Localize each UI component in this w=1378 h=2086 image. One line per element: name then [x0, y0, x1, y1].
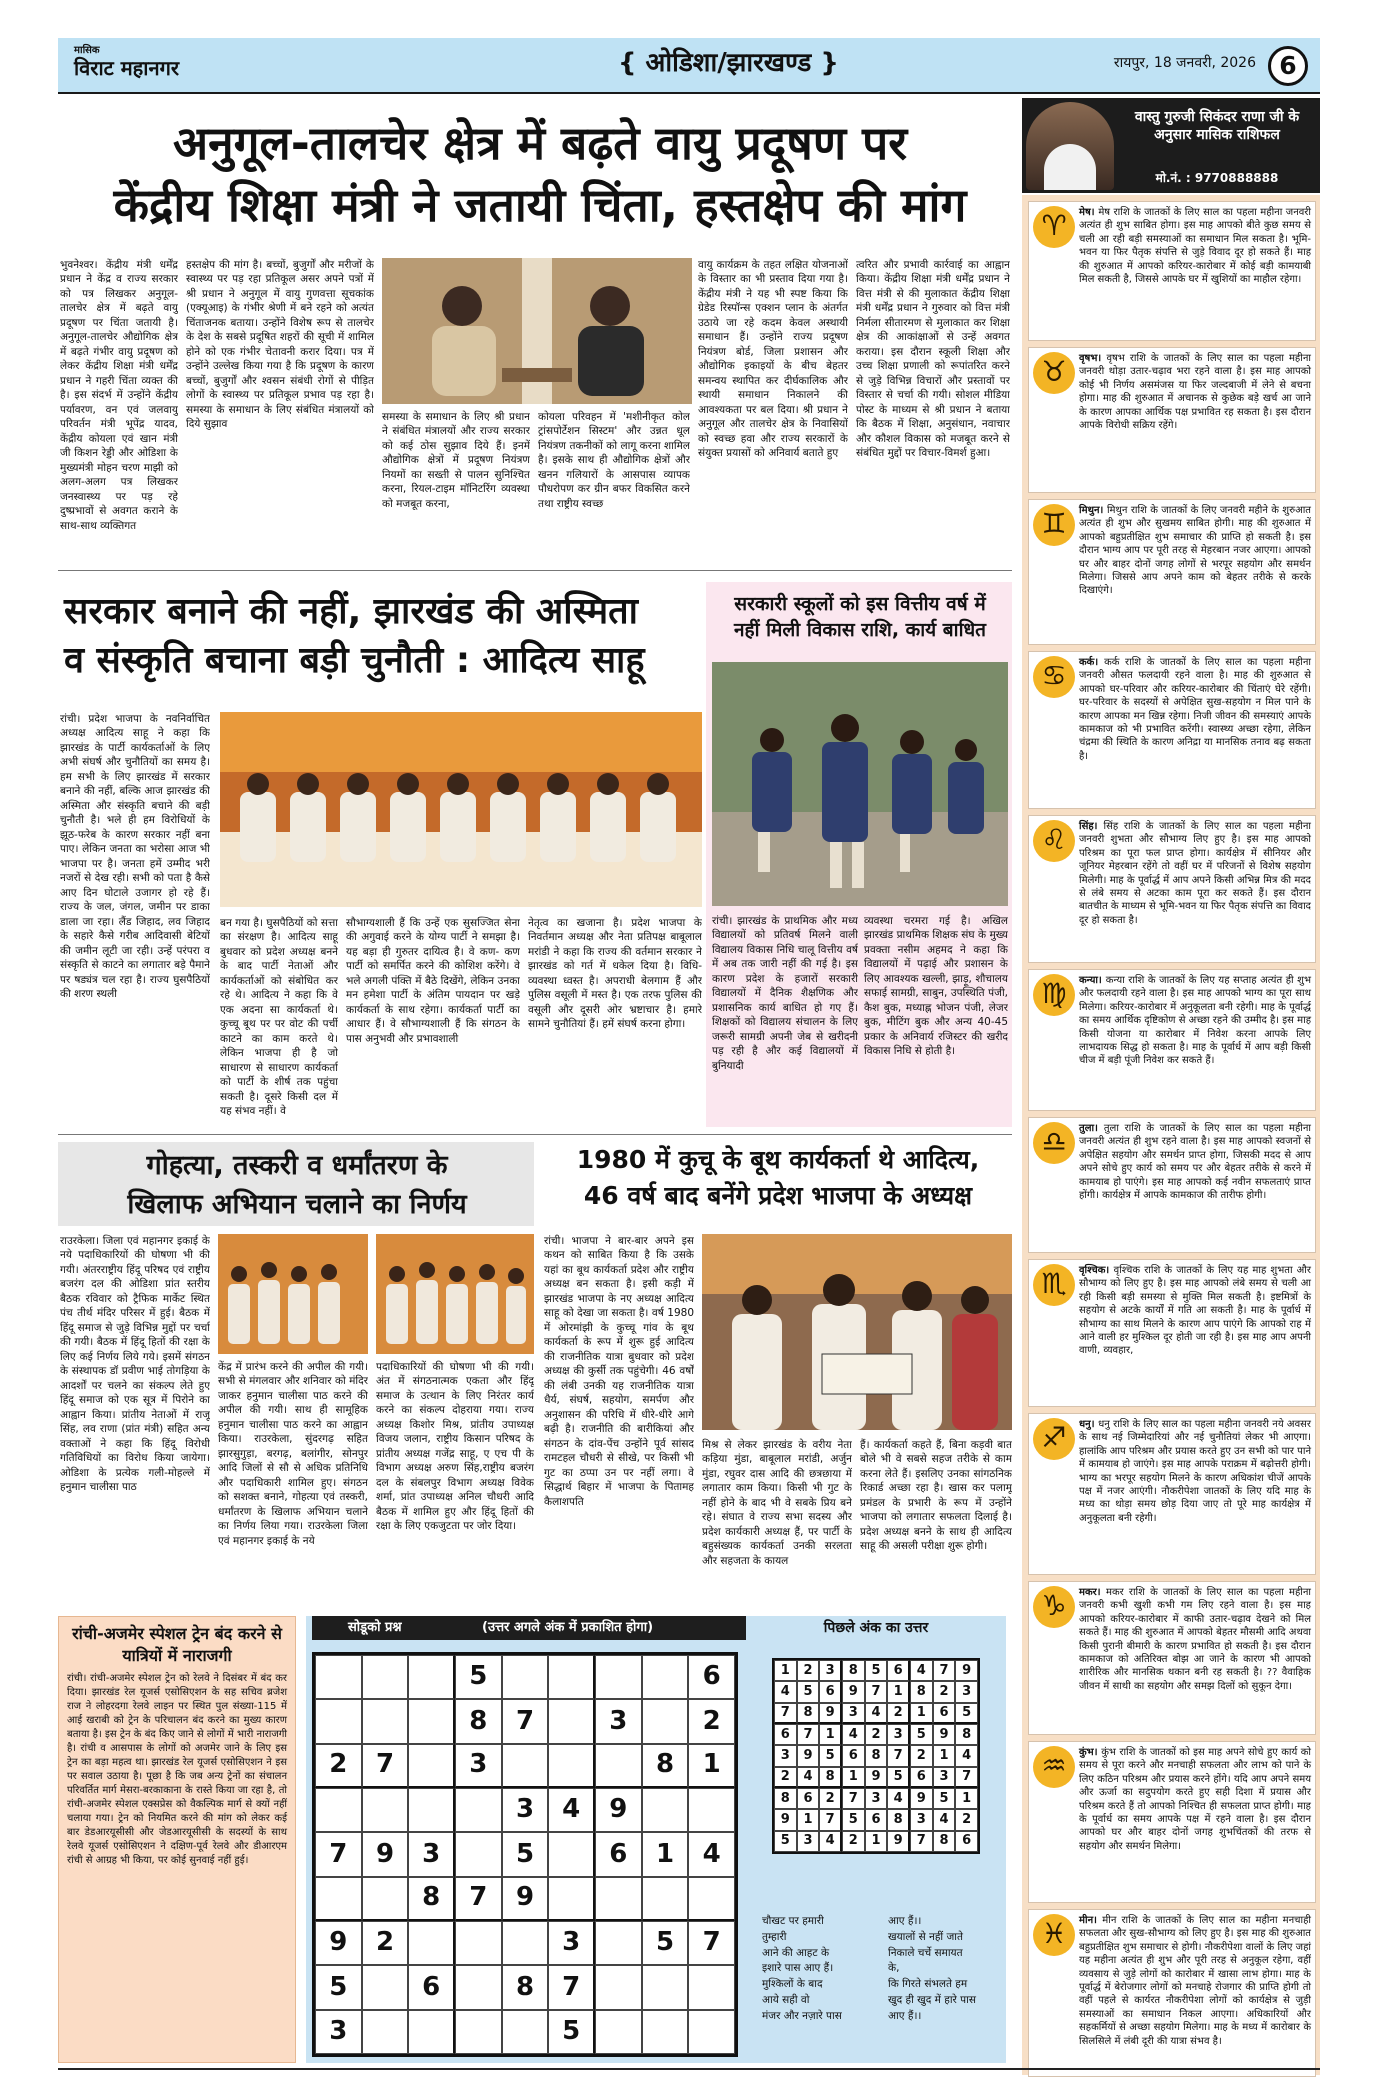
- answer-cell: 8: [842, 1660, 865, 1681]
- zodiac-icon: ♊: [1033, 504, 1075, 546]
- poem-left: [762, 1914, 878, 2024]
- answer-cell: 2: [933, 1681, 956, 1702]
- issue-date: रायपुर, 18 जनवरी, 2026: [1113, 55, 1256, 71]
- sign-name: कन्या।: [1079, 975, 1106, 986]
- sudoku-cell: [548, 1655, 595, 1699]
- story1-col1: भुवनेश्वर। केंद्रीय मंत्री धर्मेंद्र प्रधान ने केंद्र व राज्य सरकार को पत्र लिखकर अनुगूल-तालचेर क्षेत्र में बढ़ते वायु प्रदूषण पर चिंता जतायी है। अनुगूल-तालचेर औद्योगिक क्षेत्र में बढ़ते गंभीर वायु प्रदूषण को लेकर केंद्रीय शिक्षा मंत्री धर्मेंद्र प्रधान ने गहरी चिंता व्यक्त की है। इस संदर्भ में उन्होंने केंद्रीय पर्यावरण, वन एवं जलवायु परिवर्तन मंत्री भूपेंद्र यादव, केंद्रीय कोयला एवं खान मंत्री जी किशन रेड्डी और ओडिशा के मुख्यमंत्री मोहन चरण माझी को अलग-अलग पत्र लिखकर जनस्वास्थ्य पर पड़ रहे दुष्प्रभावों से अवगत कराने के साथ-साथ व्यक्तिगत: [60, 259, 178, 532]
- answer-cell: 5: [865, 1660, 888, 1681]
- zodiac-icon: ♐: [1033, 1418, 1075, 1460]
- answer-cell: 2: [865, 1724, 888, 1745]
- students-photo-icon: [712, 662, 1008, 906]
- section-title: { ओडिशा/झारखण्ड }: [618, 48, 839, 78]
- horoscope-sign: [1028, 499, 1316, 645]
- story5-headline-line1: 1980 में कुचू के बूथ कार्यकर्ता थे आदित्य,: [576, 1145, 980, 1174]
- sudoku-cell: [548, 1832, 595, 1876]
- sudoku-cell: 7: [688, 1921, 735, 1965]
- sudoku-cell: [408, 1744, 455, 1788]
- answer-cell: 8: [797, 1703, 820, 1724]
- story2-headline-line2: व संस्कृति बचाना बड़ी चुनौती : आदित्य साहू: [64, 639, 645, 681]
- story4-col2: केंद्र में प्रारंभ करने की अपील की गयी। सभी से मंगलवार और शनिवार को मंदिर जाकर हनुमान चालीसा पाठ करने की अपील की गयी। साथ ही सामूहिक हनुमान चालीसा पाठ करने का आह्वान किया। राउरकेला, सुंदरगढ़ सहित झारसुगुड़ा, बरगढ़, बलांगीर, सोनपुर आदि जिलों से सौ से अधिक प्रतिनिधि और पदाधिकारी शामिल हुए। संगठन को सशक्त बनाने, गोहत्या एवं तस्करी, धर्मांतरण के खिलाफ अभियान चलाने का निर्णय लिया गया। राउरकेला जिला एवं महानगर इकाई के नये: [218, 1361, 368, 1547]
- answer-cell: 3: [842, 1703, 865, 1724]
- sudoku-cell: 9: [315, 1921, 362, 1965]
- sudoku-cell: 9: [595, 1788, 642, 1832]
- sudoku-cell: [688, 2010, 735, 2054]
- sudoku-cell: 5: [315, 1965, 362, 2009]
- sudoku-cell: [455, 1832, 502, 1876]
- story2-col3: सौभाग्यशाली हैं कि उन्हें एक सुसज्जित सेना की अगुवाई करने के योग्य पार्टी ने समझा है। यह बड़ा ही गुरुतर दायित्व है। वे कण- कण पार्टी को समर्पित करने की कोशिश करेंगे। वे भले अगली पंक्ति में बैठे दिखेंगे, लेकिन उनका मन हमेशा पार्टी के अंतिम पायदान पर खड़े कार्यकर्ता के साथ रहेगा। कार्यकर्ता पार्टी का आधार हैं। वे सौभाग्यशाली हैं कि संगठन के पास अनुभवी और प्रभावशाली: [346, 917, 520, 1045]
- divider: [58, 1134, 1012, 1135]
- sudoku-cell: [642, 2010, 689, 2054]
- sudoku-cell: 5: [502, 1832, 549, 1876]
- horoscope-sign: [1028, 815, 1316, 963]
- answer-cell: 4: [797, 1767, 820, 1788]
- answer-cell: 9: [842, 1681, 865, 1702]
- answer-cell: 5: [819, 1745, 842, 1766]
- sign-name: मिथुन।: [1079, 505, 1107, 516]
- story1-headline-line2: केंद्रीय शिक्षा मंत्री ने जतायी चिंता, हस्तक्षेप की मांग: [113, 178, 967, 233]
- story4-photo: [218, 1234, 534, 1354]
- answer-cell: 2: [910, 1745, 933, 1766]
- answer-cell: 9: [955, 1660, 978, 1681]
- answer-cell: 5: [933, 1788, 956, 1809]
- answer-cell: 2: [842, 1831, 865, 1852]
- answer-cell: 4: [865, 1703, 888, 1724]
- sudoku-cell: [502, 1744, 549, 1788]
- sign-name: मेष।: [1079, 207, 1099, 218]
- sudoku-cell: [455, 1788, 502, 1832]
- poem-line: चौखट पर हमारी: [762, 1915, 824, 1927]
- sudoku-cell: [315, 1655, 362, 1699]
- sudoku-cell: [548, 1699, 595, 1743]
- sudoku-cell: [362, 1788, 409, 1832]
- horoscope-sign: [1028, 1259, 1316, 1407]
- horoscope-header: [1022, 98, 1320, 193]
- sudoku-cell: [315, 1877, 362, 1921]
- sudoku-cell: [595, 1655, 642, 1699]
- sudoku-puzzle-grid: [312, 1652, 738, 2057]
- train-body: रांची। रांची-अजमेर स्पेशल ट्रेन को रेलवे ने दिसंबर में बंद कर दिया। झारखंड रेल यूजर्स एसोसिएशन के सह सचिव ब्रजेश राज ने लोहरदगा रेलवे लाइन पर स्थित पुल संख्या-115 में आई खराबी को ट्रेन के परिचालन बंद करने का मुख्य कारण बताया है। इस ट्रेन के बंद किए जाने से लोगों में भारी नाराजगी है। रांची व आसपास के लोगों को अजमेर जाने के लिए इस ट्रेन का बड़ा महत्व था। झारखंड रेल यूजर्स एसोसिएशन ने इस पर सवाल उठाया है। पूछा है कि जब अन्य ट्रेनों का संचालन परिवर्तित मार्ग मेसरा-बरकाकाना के रास्ते किया जा रहा है, तो रांची-अजमेर स्पेशल एक्सप्रेस को वैकल्पिक मार्ग से क्यों नहीं चलाया गया। ट्रेन को नियमित करने की मांग को लेकर कई बार डेडआरयूसीसी और जेडआरयूसीसी के सदस्यों के साथ रेलवे यूजर्स एसोसिएशन ने दक्षिण-पूर्व रेलवे और डीआरएम रांची से आग्रह भी किया, पर कोई सुनवाई नहीं हुई।: [67, 1673, 287, 1867]
- story3-headline-line1: सरकारी स्कूलों को इस वित्तीय वर्ष में: [734, 593, 986, 615]
- sudoku-cell: [455, 1965, 502, 2009]
- sudoku-cell: 6: [408, 1965, 455, 2009]
- answer-cell: 7: [887, 1745, 910, 1766]
- sudoku-cell: 9: [502, 1877, 549, 1921]
- horoscope-sign: [1028, 347, 1316, 493]
- horoscope-title: वास्तु गुरुजी सिकंदर राणा जी के अनुसार मासिक राशिफल: [1134, 109, 1300, 144]
- answer-cell: 7: [842, 1788, 865, 1809]
- answer-title: पिछले अंक का उत्तर: [752, 1616, 1000, 1640]
- paper-name: [74, 44, 179, 79]
- story2-headline-line1: सरकार बनाने की नहीं, झारखंड की अस्मिता: [64, 591, 639, 632]
- story1-col6: त्वरित और प्रभावी कार्रवाई का आह्वान किया। केंद्रीय शिक्षा मंत्री धर्मेंद्र प्रधान ने वित्त मंत्री से की मुलाकात केंद्रीय शिक्षा मंत्री धर्मेंद्र प्रधान ने गुरुवार को वित्त मंत्री निर्मला सीतारमण से मुलाकात कर शिक्षा क्षेत्र की आकांक्षाओं से उन्हें अवगत कराया। इस दौरान स्कूली शिक्षा और उच्च शिक्षा प्रणाली को रूपांतरित करने से जुड़े विभिन्न विचारों और प्रस्तावों पर विस्तार से चर्चा की गयी। सोशल मीडिया पोस्ट के माध्यम से श्री प्रधान ने बताया कि बैठक में शिक्षा, अनुसंधान, नवाचार और कौशल विकास को मजबूत करने से संबंधित मुद्दों पर विचार-विमर्श हुआ।: [856, 259, 1010, 460]
- sudoku-cell: [595, 1877, 642, 1921]
- masthead: [58, 38, 1320, 94]
- story2-col4: नेतृत्व का खजाना है। प्रदेश भाजपा के निवर्तमान अध्यक्ष और नेता प्रतिपक्ष बाबूलाल मरांडी ने कहा कि राज्य की वर्तमान सरकार ने झारखंड को गर्त में धकेल दिया है। विधि-व्यवस्था ध्वस्त है। अपराधी बेलगाम हैं और पुलिस वसूली में मस्त है। एक तरफ पुलिस की वसूली और दूसरी ओर भ्रष्टाचार है। हमारे सामने चुनौतियां हैं। हमें संघर्ष करना होगा।: [528, 917, 702, 1031]
- answer-cell: 6: [842, 1745, 865, 1766]
- sudoku-cell: 2: [362, 1921, 409, 1965]
- answer-cell: 4: [955, 1745, 978, 1766]
- sudoku-header: [312, 1616, 746, 1640]
- answer-cell: 7: [774, 1703, 797, 1724]
- horoscope-sign: [1028, 1909, 1316, 2077]
- poem-line: इशारे पास आए हैं।: [762, 1962, 834, 1975]
- answer-cell: 3: [774, 1745, 797, 1766]
- answer-cell: 7: [865, 1681, 888, 1702]
- answer-cell: 1: [887, 1681, 910, 1702]
- answer-cell: 9: [774, 1809, 797, 1830]
- answer-cell: 8: [887, 1809, 910, 1830]
- sudoku-cell: [688, 1877, 735, 1921]
- story1-headline: [70, 112, 1010, 236]
- horoscope-list: [1022, 195, 1320, 2075]
- sign-text: मेष राशि के जातकों के लिए साल का पहला महीना जनवरी अत्यंत ही शुभ साबित होगा। इस माह आपको बीते कुछ समय से चली आ रही बड़ी समस्याओं का समाधान मिल सकता है। भूमि-भवन या फिर पैतृक संपत्ति से जुड़े विवाद दूर हो सकते हैं। माह की शुरुआत में आपको करियर-कारोबार में कोई बड़ी कामयाबी मिल सकती है, जिससे आपके घर में खुशियों का माहौल रहेगा।: [1079, 207, 1311, 285]
- story1-col3: समस्या के समाधान के लिए श्री प्रधान ने संबंधित मंत्रालयों और राज्य सरकार को कई ठोस सुझाव दिये हैं। इनमें औद्योगिक क्षेत्रों में प्रदूषण नियंत्रण नियमों का सख्ती से पालन सुनिश्चित करना, रियल-टाइम मॉनिटरिंग व्यवस्था को मजबूत करना,: [382, 411, 530, 510]
- sudoku-cell: 8: [455, 1699, 502, 1743]
- answer-cell: 6: [774, 1724, 797, 1745]
- horoscope-sign: [1028, 1413, 1316, 1575]
- answer-cell: 9: [819, 1703, 842, 1724]
- sudoku-cell: 3: [548, 1921, 595, 1965]
- answer-cell: 4: [842, 1724, 865, 1745]
- story4-col1: राउरकेला। जिला एवं महानगर इकाई के नये पदाधिकारियों की घोषणा भी की गयी। अंतरराष्ट्रीय हिंदू परिषद एवं राष्ट्रीय बजरंग दल की ओडिशा प्रांत स्तरीय बैठक रविवार को ट्रैफिक मार्केट स्थित पंच तीर्थ मंदिर परिसर में हुई। बैठक में हिंदू समाज से जुड़े विभिन्न मुद्दों पर चर्चा की गयी। बैठक में हिंदू हितों की रक्षा के लिए कई निर्णय लिये गये। इसमें संगठन के संस्थापक डॉ प्रवीण भाई तोगड़िया के आदर्शों पर चलने का संकल्प लेते हुए हिंदू समाज को एक सूत्र में पिरोने का आह्वान किया। प्रांतीय नेताओं में राजू सिंह, लव राणा (प्रांत मंत्री) सहित अन्य वक्ताओं ने कहा कि हिंदू विरोधी गतिविधियों का विरोध किया जायेगा। ओडिशा के प्रत्येक गली-मोहल्ले में हनुमान चालीसा पाठ: [60, 1235, 210, 1494]
- sign-name: धनु।: [1079, 1419, 1099, 1430]
- answer-cell: 1: [933, 1745, 956, 1766]
- paper-title: विराट महानगर: [74, 55, 180, 80]
- poem-line: निकाले चर्चे समायत: [888, 1946, 963, 1959]
- zodiac-icon: ♎: [1033, 1122, 1075, 1164]
- answer-cell: 7: [797, 1724, 820, 1745]
- sign-name: सिंह।: [1079, 821, 1104, 832]
- story3-headline: [714, 592, 1006, 643]
- answer-cell: 9: [865, 1767, 888, 1788]
- story5-col1: रांची। भाजपा ने बार-बार अपने इस कथन को साबित किया है कि उसके यहां का बूथ कार्यकर्ता प्रदेश और राष्ट्रीय अध्यक्ष बन सकता है। इसी कड़ी में झारखंड भाजपा के नए अध्यक्ष आदित्य साहू को देखा जा सकता है। वर्ष 1980 में ओरमांझी के कुच्चू गांव के बूथ कार्यकर्ता के रूप में शुरू हुई आदित्य की राजनीतिक यात्रा बुधवार को प्रदेश अध्यक्ष की कुर्सी तक पहुंचेगी। 46 वर्षों की लंबी उनकी यह राजनीतिक यात्रा धैर्य, संघर्ष, सहयोग, समर्पण और अनुशासन की परिधि में धीरे-धीरे आगे बढ़ी है। राजनीति की बारीकियां और संगठन के दांव-पेंच उन्होंने पूर्व सांसद रामटहल चौधरी से सीखे, पर किसी भी गुट का ठप्पा उन पर नहीं लगा। वे सिद्धार्थ बिहार में भाजपा के पितामह कैलाशपति: [544, 1235, 694, 1508]
- answer-cell: 8: [933, 1831, 956, 1852]
- poem-line: कि गिरते संभलते हम: [888, 1978, 968, 1990]
- answer-cell: 2: [887, 1703, 910, 1724]
- sudoku-cell: 5: [642, 1921, 689, 1965]
- sudoku-answer-grid: [772, 1658, 980, 1854]
- answer-cell: 8: [910, 1681, 933, 1702]
- sign-name: तुला।: [1079, 1123, 1104, 1134]
- sign-text: सिंह राशि के जातकों के लिए साल का पहला महीना जनवरी शुभता और सौभाग्य लिए हुए है। इस माह आपको परिश्रम का पूरा फल प्राप्त होगा। कार्यक्षेत्र में सीनियर और जूनियर मेहरबान रहेंगे तो वहीं घर में परिजनों से विशेष सहयोग मिलेगी। माह के पूर्वार्द्ध में आप अपने किसी अभिन्न मित्र की मदद से लंबे समय से अटका काम पूरा कर सकते हैं। इस दौरान बातचीत के माध्यम से भूमि-भवन या फिर पैतृक संपत्ति का विवाद दूर हो सकता है।: [1079, 821, 1312, 926]
- sudoku-cell: [642, 1655, 689, 1699]
- sign-name: मीन।: [1079, 1915, 1103, 1926]
- answer-cell: 7: [819, 1809, 842, 1830]
- sudoku-cell: [502, 1655, 549, 1699]
- answer-cell: 5: [887, 1767, 910, 1788]
- sudoku-cell: [408, 1655, 455, 1699]
- answer-cell: 3: [819, 1660, 842, 1681]
- story1-col5: वायु कार्यक्रम के तहत लक्षित योजनाओं के विस्तार का भी प्रस्ताव दिया गया है। केंद्रीय मंत्री ने यह भी स्पष्ट किया कि ग्रेडेड रिस्पॉन्स एक्शन प्लान के अंतर्गत उठाये जा रहे कदम केवल अस्थायी समाधान हैं। उन्होंने राज्य प्रदूषण नियंत्रण बोर्ड, जिला प्रशासन और औद्योगिक इकाइयों के बीच बेहतर समन्वय स्थापित कर दीर्घकालिक और स्थायी समाधान निकालने की आवश्यकता पर बल दिया। श्री प्रधान ने अनुगूल और तालचेर क्षेत्र के निवासियों को स्वच्छ हवा और राज्य सरकारों के संयुक्त प्रयासों को अनिवार्य बताते हुए: [698, 259, 848, 460]
- sudoku-cell: [502, 2010, 549, 2054]
- sign-name: मकर।: [1079, 1587, 1106, 1598]
- sudoku-cell: [455, 2010, 502, 2054]
- zodiac-icon: ♉: [1033, 352, 1075, 394]
- answer-cell: 1: [819, 1724, 842, 1745]
- story3-col2: व्यवस्था चरमरा गई है। अखिल झारखंड प्राथमिक शिक्षक संघ के मुख्य प्रवक्ता नसीम अहमद ने कहा कि विद्यालयों में पढ़ाई और प्रशासन के लिए आवश्यक खल्ली, झाड़ू, शौचालय सफाई सामग्री, साबुन, उपस्थिति पंजी, कैश बुक, मध्याह्न भोजन पंजी, लेजर बुक, मीटिंग बुक और अन्य 40-45 प्रकार के अनिवार्य रजिस्टर की खरीद विकास निधि से होती है।: [864, 915, 1008, 1058]
- story1-col4: कोयला परिवहन में 'मशीनीकृत कोल ट्रांसपोर्टेशन सिस्टम' और उन्नत धूल नियंत्रण तकनीकों को लागू करना शामिल है। इसके साथ ही औद्योगिक क्षेत्रों और खनन गलियारों के आसपास व्यापक पौधरोपण कर ग्रीन बफर विकसित करने तथा राष्ट्रीय स्वच्छ: [538, 411, 690, 510]
- sudoku-cell: [408, 1699, 455, 1743]
- answer-cell: 5: [842, 1809, 865, 1830]
- answer-cell: 2: [819, 1788, 842, 1809]
- answer-cell: 6: [887, 1660, 910, 1681]
- sudoku-cell: 7: [548, 1965, 595, 2009]
- poem-line: मंजर और नज़ारे पास: [762, 2009, 842, 2022]
- sudoku-section: [306, 1616, 1006, 2063]
- answer-cell: 9: [797, 1745, 820, 1766]
- story2-col2: बन गया है। घुसपैठियों को सत्ता का संरक्षण है। आदित्य साहू बुधवार को प्रदेश अध्यक्ष बनने के बाद पार्टी नेताओं और कार्यकर्ताओं को संबोधित कर रहे थे। आदित्य ने कहा कि वे एक अदना सा कार्यकर्ता थे। कुच्चू बूथ पर पर वोट की पर्ची काटने का काम करते थे। लेकिन भाजपा ही है जो साधारण से साधारण कार्यकर्ता को पार्टी के शीर्ष तक पहुंचा सकती है। दूसरे किसी दल में यह संभव नहीं। वे: [220, 917, 338, 1118]
- answer-cell: 3: [887, 1724, 910, 1745]
- answer-cell: 1: [774, 1660, 797, 1681]
- sudoku-cell: [362, 1877, 409, 1921]
- sudoku-cell: [642, 1965, 689, 2009]
- answer-cell: 3: [865, 1788, 888, 1809]
- sudoku-subtitle: (उत्तर अगले अंक में प्रकाशित होगा): [482, 1620, 654, 1635]
- answer-cell: 6: [819, 1681, 842, 1702]
- sudoku-cell: [642, 1699, 689, 1743]
- sudoku-cell: 1: [688, 1744, 735, 1788]
- answer-cell: 1: [842, 1767, 865, 1788]
- stage-photo-icon: [220, 712, 702, 907]
- sudoku-cell: [595, 1744, 642, 1788]
- train-news-box: [58, 1616, 296, 2063]
- sign-text: मीन राशि के जातकों के लिए साल का महीना मनचाही सफलता और सुख-सौभाग्य को लिए हुए है। इस माह की शुरुआत बहुप्रतीक्षित शुभ समाचार से होगी। नौकरीपेशा वालों के लिए जहां यह महीना अत्यंत ही शुभ और पूरी तरह से अनुकूल रहेगा, वहीं व्यवसाय से जुड़े लोगों को कारोबार में खासा लाभ होगा। माह के पूर्वार्द्ध में बेरोजगार लोगों को मनचाहे रोजगार की प्राप्ति होगी तो वहीं पहले से कार्यरत नौकरीपेशा लोगों को कार्यक्षेत्र से जुड़ी समस्याओं का समाधान निकल आएगा। अधिकारियों और सहकर्मियों से अच्छा सहयोग मिलेगा। माह के मध्य में कारोबार के सिलसिले में लंबी दूरी की यात्रा संभव है।: [1079, 1915, 1311, 2047]
- story4-headline-line2: खिलाफ अभियान चलाने का निर्णय: [127, 1189, 467, 1221]
- sign-text: कुंभ राशि के जातकों को इस माह अपने सोचे हुए कार्य को समय से पूरा करने और मनचाही सफलता और लाभ को पाने के लिए कठिन परिश्रम और प्रयास करने होंगे। यदि आप अपने समय और ऊर्जा का सदुपयोग करते हुए सही दिशा में प्रयास और परिश्रम करते हैं तो आपको निश्चित ही सफलता प्राप्त होगी। माह के पूर्वार्ध का समय आपके पक्ष में रहने वाला है। इस दौरान आपको घर और बाहर दोनों जगह शुभचिंतकों की तरफ से सहयोग और समर्थन मिलेगा।: [1079, 1747, 1311, 1852]
- poem-line: के,: [888, 1962, 900, 1975]
- sudoku-cell: [642, 1877, 689, 1921]
- sudoku-cell: [595, 1965, 642, 2009]
- zodiac-icon: ♌: [1033, 820, 1075, 862]
- answer-cell: 1: [865, 1831, 888, 1852]
- answer-cell: 2: [797, 1660, 820, 1681]
- zodiac-icon: ♏: [1033, 1264, 1075, 1306]
- sudoku-cell: [595, 1921, 642, 1965]
- answer-cell: 4: [887, 1788, 910, 1809]
- sign-text: वृश्चिक राशि के जातकों के लिए यह माह शुभता और सौभाग्य को लिए हुए है। इस माह आपको लंबे समय से चली आ रही किसी बड़ी समस्या से मुक्ति मिल सकती है। इष्टमित्रों के सहयोग से अटके कार्यों में गति आ सकती है। माह के पूर्वार्ध में सौभाग्य का साथ मिलने के कारण आप पाएंगे कि आपको राह में आने वाली हर मुश्किल दूर होती जा रही है। इस माह आप अपनी वाणी, व्यवहार,: [1079, 1265, 1311, 1357]
- answer-cell: 1: [797, 1809, 820, 1830]
- sign-text: मिथुन राशि के जातकों के लिए जनवरी महीने के शुरुआत अत्यंत ही शुभ और सुखमय साबित होगी। माह की शुरुआत में आपको बहुप्रतीक्षित शुभ समाचार की प्राप्ति हो सकती है। इस दौरान भाग्य आप पर पूरी तरह से मेहरबान नजर आएगा। आपको घर और बाहर दोनों जगह लोगों से भरपूर सहयोग और समर्थन मिलेगा। जिससे आप अपने काम को बेहतर तरीके से करके दिखाएंगे।: [1079, 505, 1311, 597]
- answer-cell: 6: [933, 1703, 956, 1724]
- sign-text: वृषभ राशि के जातकों के लिए साल का पहला महीना जनवरी थोड़ा उतार-चढ़ाव भरा रहने वाला है। इस माह आपको कोई भी निर्णय असमंजस या फिर जल्दबाजी में लेने से बचना होगा। माह की शुरुआत में अचानक से कुछेक बड़े खर्च आ जाने के कारण आपका आर्थिक पक्ष प्रभावित रह सकता है। इस दौरान आपके विरोधी सक्रिय रहेंगे।: [1079, 353, 1311, 431]
- horoscope-sign: [1028, 969, 1316, 1111]
- zodiac-icon: ♈: [1033, 206, 1075, 248]
- answer-cell: 4: [819, 1831, 842, 1852]
- answer-cell: 2: [774, 1767, 797, 1788]
- astrologer-photo-icon: [1026, 102, 1114, 190]
- sudoku-cell: 4: [688, 1832, 735, 1876]
- answer-cell: 3: [933, 1767, 956, 1788]
- page-bottom-rule: [58, 2068, 1320, 2070]
- sudoku-cell: 5: [455, 1655, 502, 1699]
- sudoku-cell: [408, 1788, 455, 1832]
- zodiac-icon: ♋: [1033, 656, 1075, 698]
- answer-cell: 1: [910, 1703, 933, 1724]
- horoscope-sign: [1028, 651, 1316, 809]
- sudoku-cell: [548, 1877, 595, 1921]
- sudoku-cell: 8: [408, 1877, 455, 1921]
- meeting-photo-icon: [382, 258, 692, 404]
- answer-cell: 4: [774, 1681, 797, 1702]
- story5-headline-line2: 46 वर्ष बाद बनेंगे प्रदेश भाजपा के अध्यक्ष: [583, 1181, 973, 1211]
- poem-line: आए हैं।।: [888, 2009, 922, 2022]
- divider: [58, 570, 1012, 571]
- answer-cell: 4: [933, 1809, 956, 1830]
- answer-cell: 7: [955, 1767, 978, 1788]
- sudoku-cell: [595, 2010, 642, 2054]
- sudoku-cell: 4: [548, 1788, 595, 1832]
- sudoku-cell: [548, 1744, 595, 1788]
- sudoku-cell: [455, 1921, 502, 1965]
- sudoku-cell: [688, 1965, 735, 2009]
- zodiac-icon: ♓: [1033, 1914, 1075, 1956]
- horoscope-sign: [1028, 201, 1316, 341]
- sign-name: वृषभ।: [1079, 353, 1107, 364]
- zodiac-icon: ♍: [1033, 974, 1075, 1016]
- answer-cell: 9: [887, 1831, 910, 1852]
- answer-cell: 7: [933, 1660, 956, 1681]
- sign-name: वृश्चिक।: [1079, 1265, 1114, 1276]
- answer-cell: 8: [865, 1745, 888, 1766]
- answer-cell: 1: [955, 1788, 978, 1809]
- sudoku-cell: [408, 1921, 455, 1965]
- answer-cell: 8: [819, 1767, 842, 1788]
- horoscope-sign: [1028, 1741, 1316, 1903]
- answer-cell: 7: [910, 1831, 933, 1852]
- answer-cell: 5: [797, 1681, 820, 1702]
- sign-name: कुंभ।: [1079, 1747, 1102, 1758]
- train-headline: रांची-अजमेर स्पेशल ट्रेन बंद करने से यात्रियों में नाराजगी: [72, 1624, 282, 1665]
- answer-cell: 6: [955, 1831, 978, 1852]
- answer-cell: 2: [955, 1809, 978, 1830]
- poem-line: आने की आहट के: [762, 1946, 830, 1959]
- poem-line: खयालों से नहीं जाते: [888, 1930, 963, 1943]
- sign-text: कन्या राशि के जातकों के लिए यह सप्ताह अत्यंत ही शुभ और फलदायी रहने वाला है। इस माह आपको भाग्य का पूरा साथ मिलेगा। करियर-कारोबार में अनुकूलता बनी रहेगी। माह के पूर्वार्द्ध का समय आर्थिक दृष्टिकोण से अच्छा रहने की उम्मीद है। इस माह किसी योजना या कारोबार में निवेश करना आपके लिए लाभदायक सिद्ध हो सकता है। माह के पूर्वार्ध में आप बड़ी किसी चीज में बड़ी पूंजी निवेश कर सकते हैं।: [1079, 975, 1312, 1067]
- answer-cell: 5: [955, 1703, 978, 1724]
- group-photo-icon: [218, 1234, 534, 1354]
- answer-cell: 4: [910, 1660, 933, 1681]
- story1-photo: [382, 258, 692, 404]
- sudoku-cell: 7: [362, 1744, 409, 1788]
- horoscope-sign: [1028, 1581, 1316, 1735]
- poem-line: आये सही वो: [762, 1993, 810, 2006]
- sign-text: कर्क राशि के जातकों के लिए साल का पहला महीना जनवरी औसत फलदायी रहने वाला है। माह की शुरुआत से आपको घर-परिवार और करियर-कारोबार की चिंताएं घेरे रहेंगी। घर-परिवार के सदस्यों से अपेक्षित सुख-सहयोग न मिल पाने के कारण आपका मन खिन्न रहेगा। निजी जीवन की समस्याएं आपके कामकाज को भी प्रभावित करेंगी। स्वास्थ्य अच्छा रहेगा, लेकिन चंद्रमा की स्थिति के कारण अनिद्रा या मानसिक तनाव बढ़ सकता है।: [1079, 657, 1311, 762]
- poem-line: तुम्हारी: [762, 1930, 787, 1943]
- sudoku-cell: 8: [642, 1744, 689, 1788]
- sudoku-cell: 2: [688, 1699, 735, 1743]
- sudoku-cell: [315, 1699, 362, 1743]
- poem-right: [888, 1914, 1002, 2024]
- sudoku-cell: 8: [502, 1965, 549, 2009]
- story2-headline: [64, 588, 700, 685]
- answer-cell: 5: [910, 1724, 933, 1745]
- horoscope-column: [1022, 98, 1320, 2078]
- sudoku-cell: 7: [315, 1832, 362, 1876]
- answer-cell: 6: [797, 1788, 820, 1809]
- sudoku-cell: [642, 1788, 689, 1832]
- poem-line: खुद ही खुद में हारे पास: [888, 1993, 976, 2006]
- sign-name: कर्क।: [1079, 657, 1105, 668]
- sudoku-cell: 2: [315, 1744, 362, 1788]
- story3-headline-line2: नहीं मिली विकास राशि, कार्य बाधित: [733, 618, 987, 641]
- horoscope-phone: मो.नं. : 9770888888: [1155, 171, 1279, 185]
- story1-headline-line1: अनुगूल-तालचेर क्षेत्र में बढ़ते वायु प्रदूषण पर: [172, 116, 908, 170]
- answer-cell: 5: [774, 1831, 797, 1852]
- sudoku-title: सोडूको प्रश्न: [348, 1620, 402, 1635]
- story5-photo: [702, 1234, 1012, 1430]
- answer-cell: 9: [933, 1724, 956, 1745]
- answer-cell: 9: [910, 1788, 933, 1809]
- sudoku-cell: 3: [595, 1699, 642, 1743]
- answer-cell: 8: [774, 1788, 797, 1809]
- answer-cell: 3: [797, 1831, 820, 1852]
- sudoku-cell: [362, 2010, 409, 2054]
- sudoku-cell: [408, 2010, 455, 2054]
- story1-col2: हस्तक्षेप की मांग है। बच्चों, बुजुर्गों और मरीजों के स्वास्थ्य पर पड़ रहा प्रतिकूल असर अपने पत्रों में श्री प्रधान ने अनुगूल में वायु गुणवत्ता सूचकांक (एक्यूआइ) के गंभीर श्रेणी में बने रहने को अत्यंत चिंताजनक बताया। उन्होंने विशेष रूप से तालचेर के देश के सबसे प्रदूषित शहरों की सूची में शामिल होने को एक गंभीर चेतावनी करार दिया। पत्र में उन्होंने उल्लेख किया गया है कि प्रदूषण के कारण बच्चों, बुजुर्गों और श्वसन संबंधी रोगों से पीड़ित लोगों के स्वास्थ्य पर प्रतिकूल प्रभाव पड़ रहा है। समस्या के समाधान के लिए संबंधित मंत्रालयों को दिये सुझाव: [186, 259, 374, 431]
- paper-tag: मासिक: [74, 45, 100, 56]
- story4-headline: [68, 1146, 526, 1224]
- story2-col1: रांची। प्रदेश भाजपा के नवनिर्वाचित अध्यक्ष आदित्य साहू ने कहा कि झारखंड के पार्टी कार्यकर्ताओं के लिए अभी संघर्ष और चुनौतियों का समय है। हम सभी के लिए झारखंड में सरकार बनाने की नहीं, बल्कि आज झारखंड की अस्मिता और संस्कृति बचाने की बड़ी चुनौती है। भले ही हम विरोधियों के झूठ-फरेब के कारण सरकार नहीं बना पाए। लेकिन जनता का भरोसा आज भी भाजपा पर है। जनता हमें उम्मीद भरी नजरों से देख रही। सभी को पता है कैसे आए दिन घोटाले उजागर हो रहे हैं। राज्य के जल, जंगल, जमीन पर डाका डाला जा रहा। लैंड जिहाद, लव जिहाद के सहारे कैसे गरीब आदिवासी बेटियों की जमीन लूटी जा रही। उन्हें परंपरा व संस्कृति से काटने का लगातार बड़े पैमाने पर षड्यंत्र चल रहा है। राज्य घुसपैठियों की शरण स्थली: [60, 713, 210, 1001]
- story4-headline-line1: गोहत्या, तस्करी व धर्मांतरण के: [146, 1150, 448, 1181]
- sudoku-cell: 3: [502, 1788, 549, 1832]
- sudoku-cell: 7: [502, 1699, 549, 1743]
- sudoku-cell: 3: [455, 1744, 502, 1788]
- sudoku-cell: [362, 1699, 409, 1743]
- sign-text: मकर राशि के जातकों के लिए साल का पहला महीना जनवरी कभी खुशी कभी गम लिए रहने वाला है। इस माह आपको करियर-कारोबार में काफी उतार-चढ़ाव देखने को मिल सकते हैं। माह की शुरुआत में आपको बेहतर मौसमी आदि अथवा किसी पुरानी बीमारी के कारण प्रभावित हो सकती है। इस दौरान कामकाज को अतिरिक्त बोझ आ जाने के कारण भी आपको शारीरिक और मानसिक थकान बनी रह सकती है। ?? वैवाहिक जीवन में साथी का सहयोग और समझ दिलों को सुकून देगा।: [1079, 1587, 1311, 1692]
- sudoku-cell: 3: [315, 2010, 362, 2054]
- story2-photo: [220, 712, 702, 907]
- story3-photo: [712, 662, 1008, 906]
- sudoku-cell: 6: [595, 1832, 642, 1876]
- zodiac-icon: ♑: [1033, 1586, 1075, 1628]
- story5-col3: हैं। कार्यकर्ता कहते हैं, बिना कड़वी बात बोले भी वे सबसे सहज तरीके से काम करना लेते हैं। इसलिए उनका सांगठनिक रिकार्ड अच्छा रहा है। खास कर पलामू प्रमंडल के प्रभारी के रूप में उन्होंने भाजपा को लगातार सफलता दिलाई है। प्रदेश अध्यक्ष बनने के साथ ही आदित्य साहू की असली परीक्षा शुरू होगी।: [860, 1439, 1012, 1553]
- page-number: 6: [1268, 46, 1308, 86]
- sudoku-cell: 3: [408, 1832, 455, 1876]
- sudoku-cell: [502, 1921, 549, 1965]
- answer-cell: 8: [955, 1724, 978, 1745]
- sudoku-cell: 9: [362, 1832, 409, 1876]
- zodiac-icon: ♒: [1033, 1746, 1075, 1788]
- sudoku-cell: 7: [455, 1877, 502, 1921]
- answer-cell: 6: [910, 1767, 933, 1788]
- sudoku-cell: [688, 1788, 735, 1832]
- poem-line: मुश्किलों के बाद: [762, 1978, 823, 1990]
- sign-text: तुला राशि के जातकों के लिए साल का पहला महीना जनवरी अत्यंत ही शुभ रहने वाला है। इस माह आपको स्वजनों से अपेक्षित सहयोग और समर्थन प्राप्त होगा, जिसकी मदद से आप अपने सोचे हुए कार्य को समय पर और बेहतर तरीके से करने में कामयाब हो पाएंगे। इस माह आपको कई नवीन सफलताएं प्राप्त होंगी। कार्यक्षेत्र में आपके कामकाज की तारीफ होगी।: [1079, 1123, 1311, 1201]
- felicitation-photo-icon: [702, 1234, 1012, 1430]
- horoscope-sign: [1028, 1117, 1316, 1253]
- sudoku-cell: 1: [642, 1832, 689, 1876]
- sudoku-cell: [315, 1788, 362, 1832]
- sudoku-cell: 6: [688, 1655, 735, 1699]
- story4-col3: पदाधिकारियों की घोषणा भी की गयी। अंत में संगठनात्मक एकता और हिंदू समाज के उत्थान के लिए निरंतर कार्य करने का संकल्प दोहराया गया। राज्य अध्यक्ष किशोर मिश्र, प्रांतीय उपाध्यक्ष विजय जलान, राष्ट्रीय किसान परिषद के प्रांतीय अध्यक्ष गजेंद्र साहू, ए एच पी के विभाग अध्यक्ष अरुण सिंह,राष्ट्रीय बजरंग दल के संबलपुर विभाग अध्यक्ष विवेक शर्मा, प्रांत उपाध्यक्ष अनिल चौधरी आदि बैठक में शामिल हुए और हिंदू हितों की रक्षा के लिए एकजुटता पर जोर दिया।: [376, 1361, 534, 1533]
- sign-text: धनु राशि के लिए साल का पहला महीना जनवरी नये अवसर के साथ नई जिम्मेदारियां और नई चुनौतियां लेकर भी आएगा। हालांकि आप परिश्रम और प्रयास करते हुए उन सभी को पार पाने में कामयाब हो जाएंगे। इस माह आपके पराक्रम में बढ़ोत्तरी होगी। भाग्य का भरपूर सहयोग मिलने के कारण अधिकांश चीजें आपके पक्ष में नजर आएंगी। नौकरीपेशा जातकों के लिए यदि माह के मध्य का थोड़ा समय छोड़ दिया जाए तो पूरे माह कार्यक्षेत्र में अनुकूलता बनी रहेगी।: [1079, 1419, 1311, 1524]
- story5-headline: [544, 1142, 1012, 1215]
- answer-cell: 6: [865, 1809, 888, 1830]
- answer-cell: 3: [910, 1809, 933, 1830]
- answer-cell: 3: [955, 1681, 978, 1702]
- story5-col2: मिश्र से लेकर झारखंड के वरीय नेता कड़िया मुंडा, बाबूलाल मरांडी, अर्जुन मुंडा, रघुवर दास आदि की छत्रछाया में लगातार काम किया। किसी भी गुट के नहीं होने के बाद भी वे सबके प्रिय बने रहे। संघात वे राज्य सभा सदस्य और प्रदेश कार्यकारी अध्यक्ष हैं, पर पार्टी के बहुसंख्यक कार्यकर्ता उनकी सरलता और सहजता के कायल: [702, 1439, 852, 1567]
- sudoku-cell: [362, 1655, 409, 1699]
- sudoku-cell: 5: [548, 2010, 595, 2054]
- poem-line: आए हैं।।: [888, 1915, 922, 1927]
- sudoku-cell: [362, 1965, 409, 2009]
- story3-col1: रांची। झारखंड के प्राथमिक और मध्य विद्यालयों को प्रतिवर्ष मिलने वाली विद्यालय विकास निधि चालू वित्तीय वर्ष में अब तक जारी नहीं की गई है। इस कारण प्रदेश के हजारों सरकारी विद्यालयों में दैनिक शैक्षणिक और प्रशासनिक कार्य बाधित हो गए हैं। शिक्षकों को विद्यालय संचालन के लिए जरूरी सामग्री अपनी जेब से खरीदनी पड़ रही है और कई विद्यालयों में बुनियादी: [712, 915, 858, 1072]
